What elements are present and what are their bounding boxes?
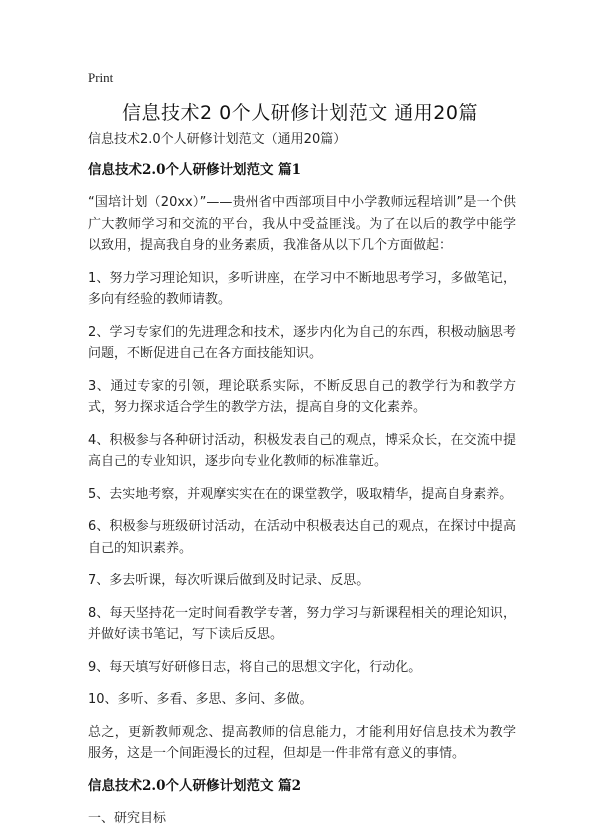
list-item: 9、每天填写好研修日志，将自己的思想文字化，行动化。 <box>88 659 422 675</box>
list-item: 2、学习专家们的先进理念和技术，逐步内化为自己的东西，积极动脑思考问题，不断促进自己在各方面技能知识。 <box>88 324 516 361</box>
section-heading-2: 信息技术2.0个人研修计划范文 篇2 <box>88 777 302 794</box>
list-item: 6、积极参与班级研讨活动，在活动中积极表达自己的观点，在探讨中提高自己的知识素养。 <box>88 519 516 556</box>
list-item: 4、积极参与各种研讨活动，积极发表自己的观点，博采众长，在交流中提高自己的专业知识，逐步向专业化教师的标准靠近。 <box>88 432 516 469</box>
section2-first-item: 一、研究目标 <box>88 810 167 826</box>
summary-paragraph: 总之，更新教师观念、提高教师的信息能力，才能利用好信息技术为教学服务，这是一个间距漫长的过程，但却是一件非常有意义的事情。 <box>88 724 516 761</box>
section-heading-1: 信息技术2.0个人研修计划范文 篇1 <box>88 162 302 178</box>
list-item: 5、去实地考察，并观摩实实在在的课堂教学，吸取精华，提高自身素养。 <box>88 486 513 502</box>
list-item: 1、努力学习理论知识，多听讲座，在学习中不断地思考学习，多做笔记，多向有经验的教师请教。 <box>88 270 516 307</box>
list-item: 3、通过专家的引领，理论联系实际，不断反思自己的教学行为和教学方式，努力探求适合学生的教学方法，提高自身的文化素养。 <box>88 378 516 415</box>
print-link[interactable]: Print <box>88 70 114 85</box>
document-body <box>88 129 516 840</box>
list-item: 7、多去听课，每次听课后做到及时记录、反思。 <box>88 573 370 588</box>
intro-paragraph: “国培计划（20xx）”——贵州省中西部项目中小学教师远程培训”是一个供广大教师学习和交流的平台，我从中受益匪浅。为了在以后的教学中能学以致用，提高我自身的业务素质，我准备从以下几个方面做起： <box>88 195 516 253</box>
page-title: 信息技术2 0个人研修计划范文 通用20篇 <box>122 102 478 124</box>
document-subtitle: 信息技术2.0个人研修计划范文（通用20篇） <box>88 132 347 147</box>
list-item: 8、每天坚持花一定时间看教学专著，努力学习与新课程相关的理论知识，并做好读书笔记，写下读后反思。 <box>88 605 516 642</box>
list-item: 10、多听、多看、多思、多问、多做。 <box>88 692 313 707</box>
